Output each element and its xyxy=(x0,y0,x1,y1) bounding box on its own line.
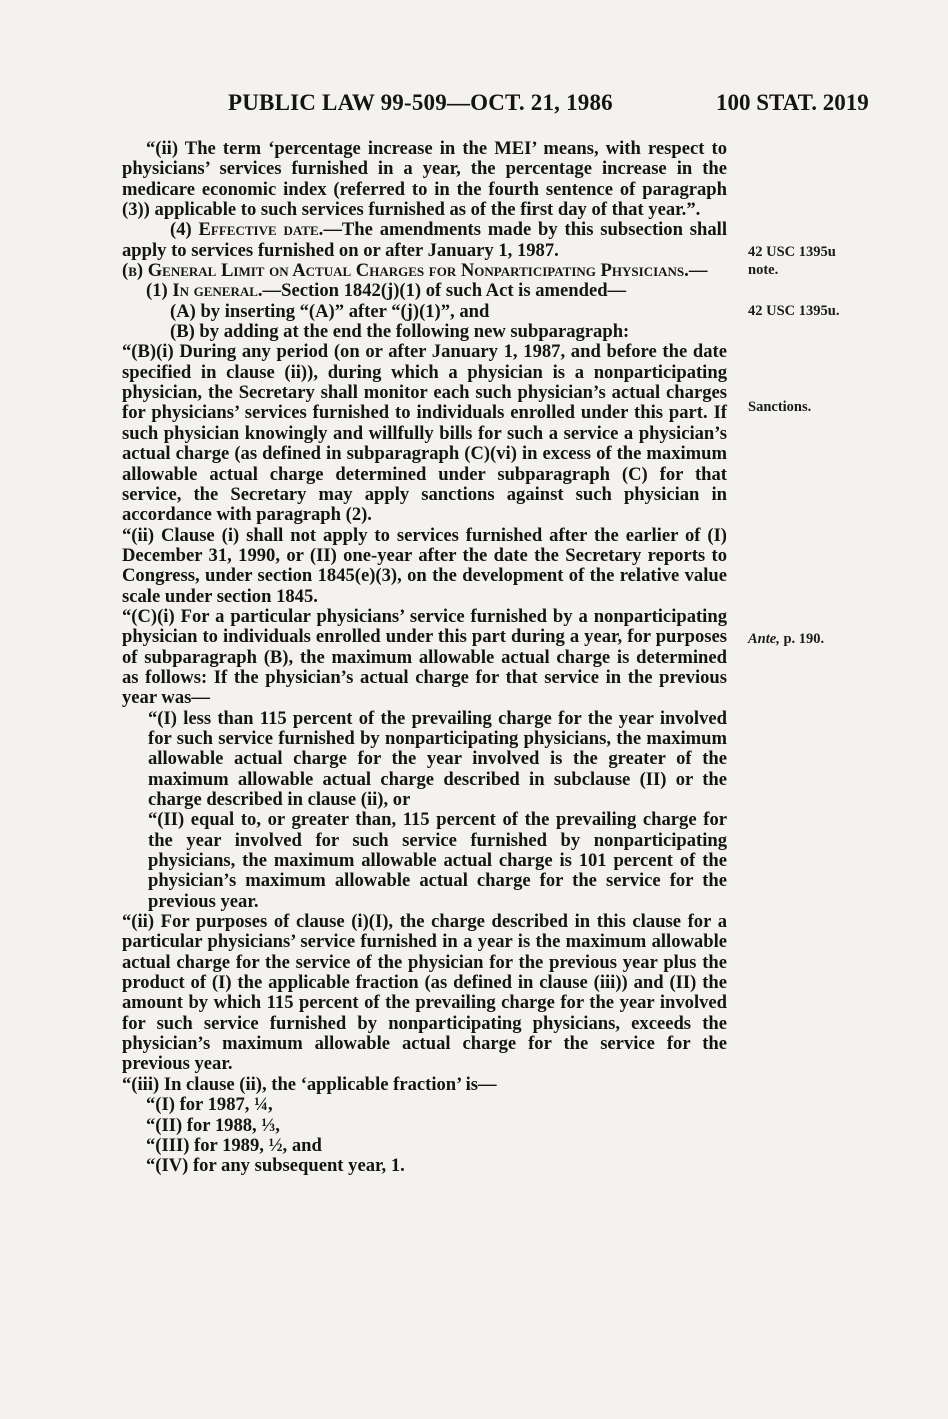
general-limit-dash: — xyxy=(688,260,708,282)
fraction-1988: “(II) for 1988, ⅓, xyxy=(146,1114,280,1136)
paragraph-ii-mei-definition: “(ii) The term ‘percentage increase in the MEI’ means, with respect to physicians’ services furnished in a year, the percentage increase in the medicare economic index (referred to in the fourth sentence of paragraph (3)) applicable to such services furnished as of the first day of that year.”. xyxy=(122,138,727,221)
ante-label: Ante, xyxy=(748,631,780,647)
heading-effective-date: (4) Effective date. xyxy=(170,219,324,241)
paragraph-1-in-general xyxy=(122,281,727,301)
paragraph-ii-clause: “(ii) Clause (i) shall not apply to services furnished after the earlier of (I) December 31, 1990, or (II) one-year after the date the Secretary reports to Congress, under section 1845(e)(3), on the development of the relative value scale under section 1845. xyxy=(122,524,727,607)
paragraph-iii-applicable-fraction: “(iii) In clause (ii), the ‘applicable fraction’ is— xyxy=(122,1073,497,1095)
subclause-I-less-than: “(I) less than 115 percent of the prevailing charge for the year involved for such service furnished by nonparticipating physicians, the maximum allowable actual charge for the year involved is the greater of the maximum allowable actual charge described in subclause (II) or the charge described in clause (ii), or xyxy=(148,707,727,810)
heading-general-limit: (b) General Limit on Actual Charges for Nonparticipating Physicians. xyxy=(122,260,689,282)
paragraph-4-effective-date xyxy=(122,220,727,261)
fraction-subsequent-year: “(IV) for any subsequent year, 1. xyxy=(146,1155,405,1177)
fraction-1987: “(I) for 1987, ¼, xyxy=(146,1094,273,1116)
heading-in-general: (1) In general. xyxy=(146,280,263,302)
subclause-II-equal-or-greater: “(II) equal to, or greater than, 115 percent of the prevailing charge for the year involved for such service furnished by nonparticipating physicians, the maximum allowable actual charge is 101 percent of the physician’s maximum allowable actual charge for the service for the previous year. xyxy=(148,809,727,912)
sanctions-text: “(B)(i) During any period (on or after January 1, 1987, and before the date specified in clause (ii)), during which a physician is a nonparticipating physician, the Secretary shall monitor each such physician’s actual charges for physicians’ services furnished to individuals enrolled under this part. If such physician knowingly and willfully bills for such a service a physician’s actual charge (as defined in subparagraph (C)(vi) in excess of the maximum allowable actual charge determined under subparagraph (C) for that service, the Secretary may apply sanctions against such physician in accordance with paragraph (2). xyxy=(122,341,727,526)
paragraph-ci-maximum-charge: “(C)(i) For a particular physicians’ service furnished by a nonparticipating physician to individuals enrolled under this part during a year, for purposes of subparagraph (B), the maximum allowable actual charge is determined as follows: If the physician’s actual charge for that service in the previous year was— xyxy=(122,605,727,709)
paragraph-b-general-limit xyxy=(122,261,727,281)
margin-note-usc-1395u-note xyxy=(748,243,836,279)
margin-note-ante-reference xyxy=(748,630,824,648)
fraction-1989: “(III) for 1989, ½, and xyxy=(146,1134,322,1156)
paragraph-ii-clause-i-I: “(ii) For purposes of clause (i)(I), the charge described in this clause for a particular physicians’ service furnished in a year is the maximum allowable actual charge for the service of the physician for the previous year plus the product of (I) the applicable fraction (as defined in clause (iii)) and (II) the amount by which 115 percent of the prevailing charge for the year involved for such service furnished by nonparticipating physicians, exceeds the physician’s maximum allowable actual charge for the service for the previous year. xyxy=(122,911,727,1075)
margin-note-citation: 42 USC 1395u xyxy=(748,244,836,260)
paragraph-a-inserting: (A) by inserting “(A)” after “(j)(1)”, and xyxy=(170,300,490,322)
ante-page: p. 190. xyxy=(779,631,825,647)
margin-note-note-label: note. xyxy=(748,262,779,278)
body-text xyxy=(122,139,727,1177)
effective-date-text: —The amendments made by this subsection shall apply to services furnished on or after January 1, 1987. xyxy=(122,219,727,261)
header-title: PUBLIC LAW 99-509—OCT. 21, 1986 xyxy=(228,90,613,115)
header-stat-citation: 100 STAT. 2019 xyxy=(716,90,869,115)
page-header xyxy=(0,90,948,122)
paragraph-b-adding: (B) by adding at the end the following new subparagraph: xyxy=(170,321,630,343)
paragraph-bi-sanctions xyxy=(96,342,727,525)
in-general-text: —Section 1842(j)(1) of such Act is amended— xyxy=(262,280,627,302)
margin-note-sanctions: Sanctions. xyxy=(748,399,812,415)
margin-note-usc-1395u: 42 USC 1395u. xyxy=(748,303,840,319)
